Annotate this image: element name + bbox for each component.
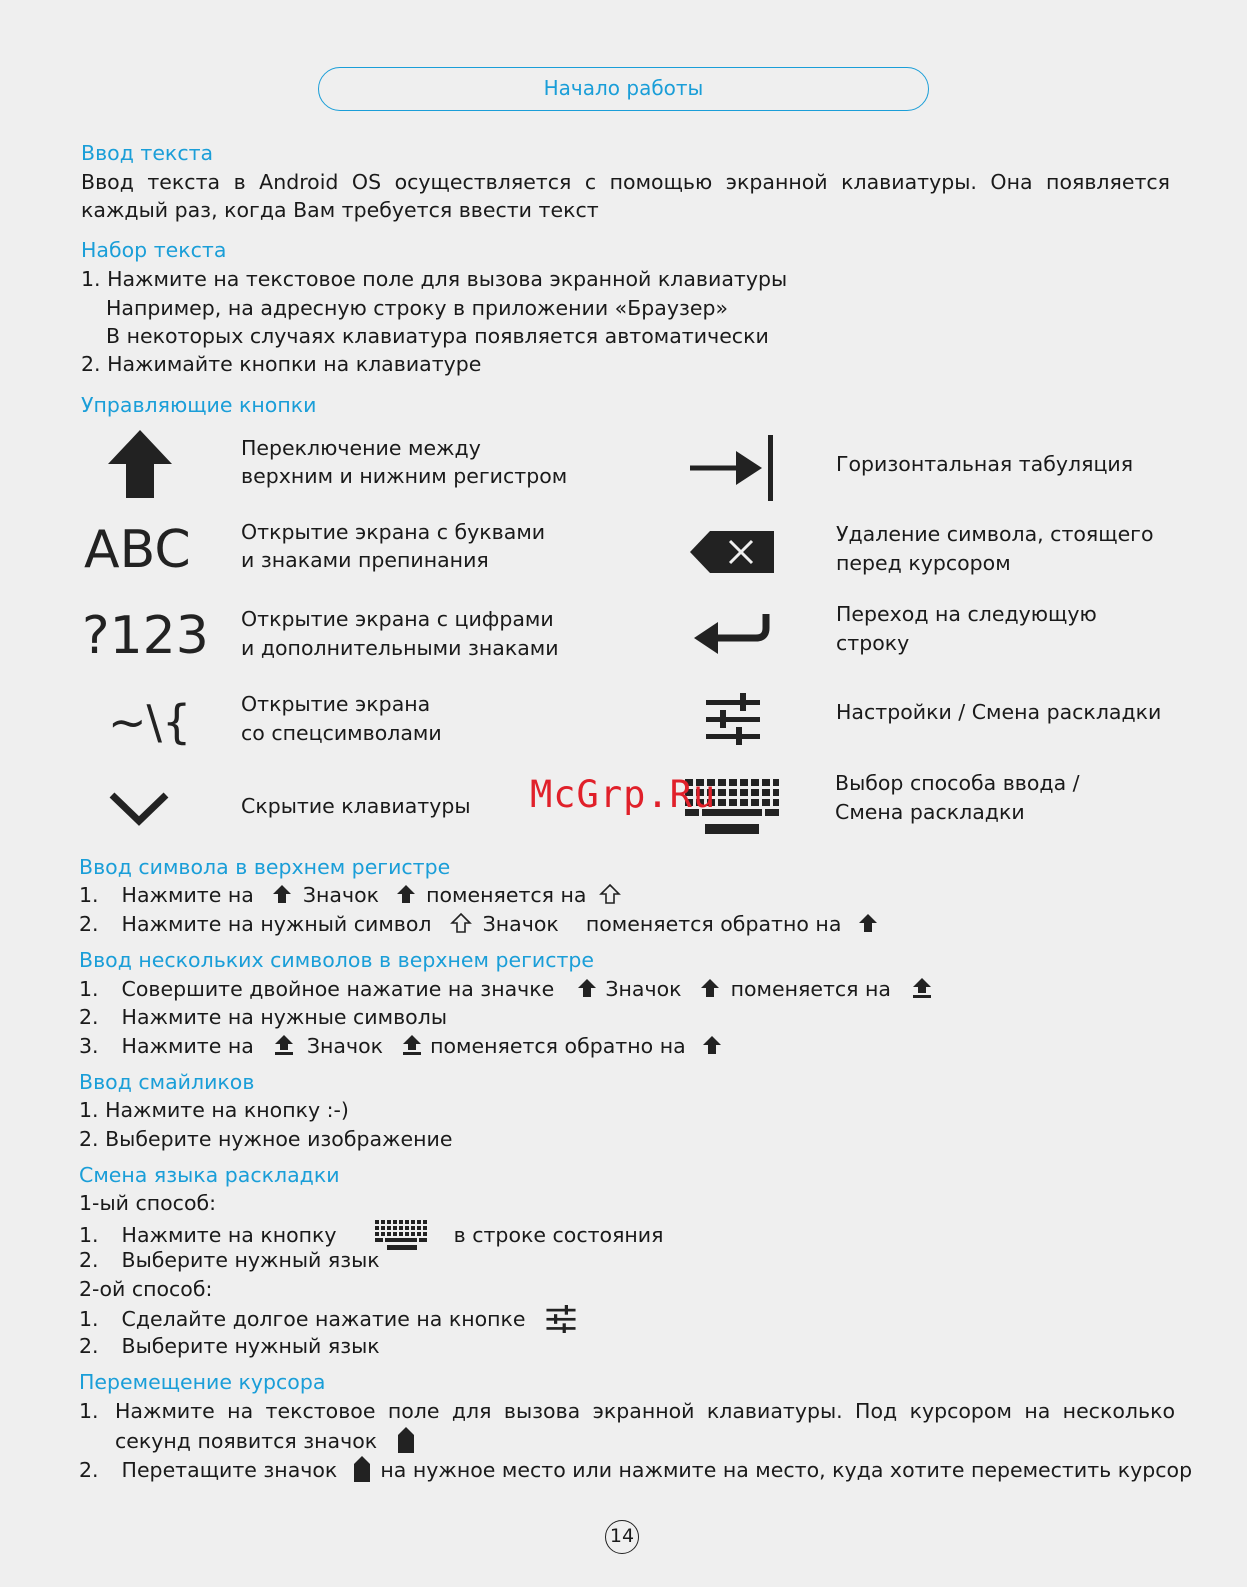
enter-description: строку bbox=[836, 631, 910, 655]
paragraph-line: каждый раз, когда Вам требуется ввести текст bbox=[81, 198, 599, 222]
numbers-description: и дополнительными знаками bbox=[241, 636, 559, 660]
list-text: секунд появится значок bbox=[115, 1429, 378, 1453]
heading-typing: Набор текста bbox=[81, 238, 227, 262]
list-text: Значок bbox=[302, 883, 380, 907]
list-number: 2. bbox=[79, 1005, 99, 1029]
chevron-down-icon bbox=[108, 790, 170, 828]
shift-arrow-icon bbox=[858, 913, 878, 933]
shift-description: Переключение между bbox=[241, 436, 481, 460]
backspace-icon bbox=[690, 531, 774, 573]
method-label: 2-ой способ: bbox=[79, 1277, 213, 1301]
section-title-pill: Начало работы bbox=[318, 67, 929, 111]
cursor-handle-icon bbox=[398, 1427, 414, 1453]
keyboard-icon bbox=[375, 1220, 429, 1250]
heading-caps-lock: Ввод нескольких символов в верхнем регистре bbox=[79, 948, 595, 972]
list-text: Значок bbox=[482, 912, 559, 936]
list-text: Перетащите значок bbox=[121, 1458, 338, 1482]
watermark: McGrp.Ru bbox=[530, 773, 717, 816]
list-text: Значок bbox=[605, 977, 682, 1001]
symbols-description: Открытие экрана bbox=[241, 692, 431, 716]
settings-description: Настройки / Смена раскладки bbox=[836, 700, 1162, 724]
heading-uppercase: Ввод символа в верхнем регистре bbox=[79, 855, 451, 879]
abc-icon: ABC bbox=[84, 520, 191, 580]
list-item: 1. Нажмите на текстовое поле для вызова экранной клавиатуры bbox=[81, 267, 788, 291]
list-item bbox=[79, 1456, 1192, 1486]
list-text: Нажмите на текстовое поле для вызова экранной клавиатуры. Под курсором на несколько bbox=[115, 1399, 1175, 1423]
list-item bbox=[79, 912, 878, 938]
special-symbols-icon: ~\{ bbox=[108, 695, 192, 749]
shift-arrow-icon bbox=[272, 884, 292, 904]
cursor-handle-icon bbox=[354, 1456, 370, 1482]
page-number: 14 bbox=[605, 1520, 639, 1554]
list-item bbox=[79, 1248, 380, 1272]
list-text: Нажмите на bbox=[121, 1034, 254, 1058]
list-number: 1. bbox=[79, 1223, 99, 1247]
shift-arrow-icon bbox=[396, 884, 416, 904]
delete-description: перед курсором bbox=[836, 551, 1011, 575]
list-number: 2. bbox=[79, 1334, 99, 1358]
list-text: поменяется на bbox=[426, 883, 587, 907]
enter-icon bbox=[694, 612, 774, 656]
list-item: 2. Нажимайте кнопки на клавиатуре bbox=[81, 352, 482, 376]
list-number: 2. bbox=[79, 1458, 99, 1482]
list-item bbox=[79, 1034, 722, 1060]
shift-outline-icon bbox=[450, 912, 472, 934]
list-number: 1. bbox=[79, 883, 99, 907]
method-label: 1-ый способ: bbox=[79, 1191, 217, 1215]
tab-description: Горизонтальная табуляция bbox=[836, 452, 1134, 476]
list-number: 1. bbox=[79, 1307, 99, 1331]
list-item-note: Например, на адресную строку в приложении «Браузер» bbox=[106, 296, 729, 320]
shift-arrow-icon bbox=[700, 978, 720, 998]
list-number: 3. bbox=[79, 1034, 99, 1058]
list-text: в строке состояния bbox=[453, 1223, 664, 1247]
list-text: Совершите двойное нажатие на значке bbox=[121, 977, 555, 1001]
list-number: 1. bbox=[79, 977, 99, 1001]
list-text: Значок bbox=[306, 1034, 384, 1058]
heading-smileys: Ввод смайликов bbox=[79, 1070, 255, 1094]
caps-lock-icon bbox=[400, 1034, 424, 1056]
list-item bbox=[79, 1305, 576, 1335]
hide-description: Скрытие клавиатуры bbox=[241, 794, 471, 818]
list-item bbox=[79, 1334, 380, 1358]
list-item bbox=[79, 883, 621, 909]
symbols-description: со спецсимволами bbox=[241, 721, 442, 745]
list-text: Выберите нужный язык bbox=[121, 1334, 380, 1358]
list-text: Нажмите на bbox=[121, 883, 254, 907]
list-item: 1. Нажмите на кнопку :-) bbox=[79, 1098, 349, 1122]
settings-sliders-icon bbox=[546, 1305, 576, 1333]
list-text: Сделайте долгое нажатие на кнопке bbox=[121, 1307, 526, 1331]
list-text: Выберите нужный язык bbox=[121, 1248, 380, 1272]
caps-lock-icon bbox=[910, 977, 934, 999]
list-text: поменяется обратно на bbox=[430, 1034, 686, 1058]
shift-outline-icon bbox=[599, 883, 621, 905]
list-item: 2. Выберите нужное изображение bbox=[79, 1127, 453, 1151]
input-method-description: Смена раскладки bbox=[835, 800, 1025, 824]
list-text: поменяется обратно на bbox=[585, 912, 842, 936]
delete-description: Удаление символа, стоящего bbox=[836, 522, 1154, 546]
heading-control-buttons: Управляющие кнопки bbox=[81, 393, 317, 417]
heading-move-cursor: Перемещение курсора bbox=[79, 1370, 326, 1394]
caps-lock-icon bbox=[272, 1034, 296, 1056]
numbers-description: Открытие экрана с цифрами bbox=[241, 607, 554, 631]
settings-sliders-icon bbox=[706, 693, 760, 745]
shift-description: верхним и нижним регистром bbox=[241, 464, 568, 488]
list-text: поменяется на bbox=[730, 977, 891, 1001]
list-text: Нажмите на нужный символ bbox=[121, 912, 432, 936]
numbers-icon: ?123 bbox=[82, 606, 209, 666]
list-text: Нажмите на нужные символы bbox=[121, 1005, 448, 1029]
abc-description: и знаками препинания bbox=[241, 548, 489, 572]
list-item-note: В некоторых случаях клавиатура появляется автоматически bbox=[106, 324, 769, 348]
list-item bbox=[79, 977, 934, 1003]
tab-icon bbox=[690, 435, 776, 501]
list-text: Нажмите на кнопку bbox=[121, 1223, 337, 1247]
list-number: 2. bbox=[79, 912, 99, 936]
heading-change-language: Смена языка раскладки bbox=[79, 1163, 340, 1187]
heading-text-input: Ввод текста bbox=[81, 141, 214, 165]
list-text bbox=[115, 1427, 414, 1457]
list-number: 1. bbox=[79, 1399, 99, 1423]
enter-description: Переход на следующую bbox=[836, 602, 1097, 626]
shift-arrow-icon bbox=[108, 430, 172, 498]
list-text: на нужное место или нажмите на место, куда хотите переместить курсор bbox=[380, 1458, 1193, 1482]
abc-description: Открытие экрана с буквами bbox=[241, 520, 546, 544]
list-item bbox=[79, 1005, 447, 1029]
paragraph-line: Ввод текста в Android OS осуществляется с помощью экранной клавиатуры. Она появляется bbox=[81, 170, 1170, 194]
list-number: 2. bbox=[79, 1248, 99, 1272]
shift-arrow-icon bbox=[702, 1035, 722, 1055]
input-method-description: Выбор способа ввода / bbox=[835, 771, 1080, 795]
shift-arrow-icon bbox=[577, 978, 597, 998]
